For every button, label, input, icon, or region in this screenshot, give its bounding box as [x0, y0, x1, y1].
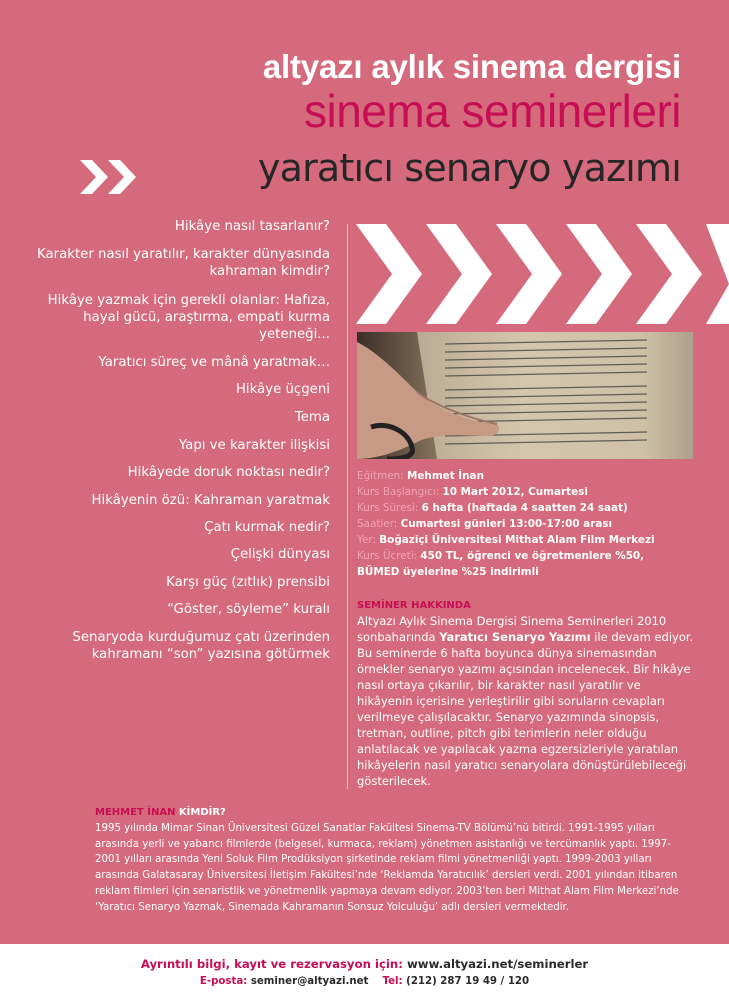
email-link[interactable]: seminer@altyazi.net: [250, 976, 369, 987]
place-value: Boğaziçi Üniversitesi Mithat Alam Film Merkezi: [379, 534, 655, 546]
bio-text: 1995 yılında Mimar Sinan Üniversitesi Güzel Sanatlar Fakültesi Sinema-TV Bölümü’nü bitirdi. 1991-1995 yılları arasında yerli ve yabancı filmlerde (belgesel, kurmaca, reklam) yönetmen asistanlığı ve tercümanlık yaptı. 1997-2001 yılları arasında Yeni Soluk Film Prodüksiyon şirketinde reklam filmi yönetmenliği yaptı. 1999-2003 yılları arasında Galatasaray Üniversitesi İletişim Fakültesi’nde ‘Reklamda Yaratıcılık’ dersleri verdi. 2001 yılından itibaren reklam filmleri için senaristlik ve yönetmenlik yapmaya devam ediyor. 2003’ten beri Mithat Alam Film Merkezi’nde ‘Yaratıcı Senaryo Yazmak, Sinemada Kahramanın Sonsuz Yolculuğu’ adlı dersleri vermektedir.: [95, 823, 679, 913]
email-label: E-posta:: [199, 976, 248, 987]
bio-name: MEHMET İNAN: [95, 807, 176, 818]
fee-value-line2: BÜMED üyelerine %25 indirimli: [357, 566, 539, 578]
fee-value: 450 TL, öğrenci ve öğretmenlere %50,: [420, 550, 645, 562]
topic-item: Hikâye yazmak için gerekli olanlar: Hafıza, hayal gücü, araştırma, empati kurma yeteneği...: [47, 293, 330, 342]
topic-item: Karakter nasıl yaratılır, karakter dünyasında kahraman kimdir?: [37, 247, 330, 279]
column-divider: [347, 224, 348, 789]
topic-item: Hikâye nasıl tasarlanır?: [174, 219, 330, 234]
course-info: [357, 468, 655, 580]
topic-item: Yaratıcı süreç ve mânâ yaratmak…: [98, 355, 330, 370]
about-text-part: ile devam ediyor. Bu seminerde 6 hafta boyunca dünya sinemasından örnekler senaryo yazımı açısından incelenecek. Bir hikâye nasıl ortaya çıkarılır, bir karakter nasıl yaratılır ve hikâyenin içerisine yerleştirilir gibi soruların cevapları verilmeye çalışılacaktır. Senaryo yazımında sinopsis, tretman, outline, pitch gibi terimlerin neler olduğu anlatılacak ve yapılacak yazma egzersizleriyle yaratılan hikâyelerin nasıl yaratıcı senaryolara dönüştürülebileceği gösterilecek.: [357, 630, 694, 788]
about-text-bold: Yaratıcı Senaryo Yazımı: [439, 630, 591, 644]
fee-label: Kurs Ücreti:: [357, 550, 418, 562]
footer: [0, 944, 729, 1000]
about-title: SEMİNER HAKKINDA: [357, 600, 471, 611]
hours-value: Cumartesi günleri 13:00-17:00 arası: [400, 518, 613, 530]
course-title: yaratıcı senaryo yazımı: [257, 146, 681, 190]
instructor-label: Eğitmen:: [357, 470, 404, 482]
footer-info-line: [0, 957, 729, 971]
topic-item: Hikâyede doruk noktası nedir?: [127, 465, 330, 480]
about-text-part: Altyazı Aylık Sinema Dergisi Sinema Seminerleri 2010 sonbaharında: [357, 614, 667, 644]
bio-question: KİMDİR?: [175, 807, 226, 818]
chevron-stripes-graphic: [348, 224, 729, 324]
series-title: sinema seminerleri: [303, 85, 681, 137]
topic-item: Hikâye üçgeni: [235, 382, 330, 397]
place-label: Yer:: [357, 534, 376, 546]
instructor-value: Mehmet İnan: [407, 470, 484, 482]
footer-contact-line: [0, 976, 729, 987]
topic-item: Tema: [294, 410, 330, 425]
topic-item: Çelişki dünyası: [230, 547, 330, 562]
duration-label: Kurs Süresi:: [357, 502, 419, 514]
footer-info-label: Ayrıntılı bilgi, kayıt ve rezervasyon için:: [140, 957, 403, 971]
website-link[interactable]: www.altyazi.net/seminerler: [406, 957, 589, 971]
hours-label: Saatler:: [357, 518, 398, 530]
duration-value: 6 hafta (haftada 4 saatten 24 saat): [421, 502, 628, 514]
tel-value: (212) 287 19 49 / 120: [406, 976, 530, 987]
topic-item: Hikâyenin özü: Kahraman yaratmak: [91, 493, 330, 508]
start-label: Kurs Başlangıcı:: [357, 486, 440, 498]
bio-title: [95, 807, 226, 818]
tel-label: Tel:: [382, 976, 403, 987]
magazine-title: altyazı aylık sinema dergisi: [262, 48, 681, 85]
topic-item: Yapı ve karakter ilişkisi: [178, 438, 330, 453]
topic-item: “Göster, söyleme” kuralı: [167, 602, 330, 617]
chevron-double-icon: [80, 160, 138, 194]
topic-item: Karşı güç (zıtlık) prensibi: [166, 575, 330, 590]
topic-item: Çatı kurmak nedir?: [204, 520, 330, 535]
typewriter-photo: [357, 332, 693, 459]
topic-item: Senaryoda kurduğumuz çatı üzerinden kahramanı “son” yazısına götürmek: [72, 630, 330, 662]
about-text: [357, 613, 697, 789]
start-value: 10 Mart 2012, Cumartesi: [442, 486, 588, 498]
